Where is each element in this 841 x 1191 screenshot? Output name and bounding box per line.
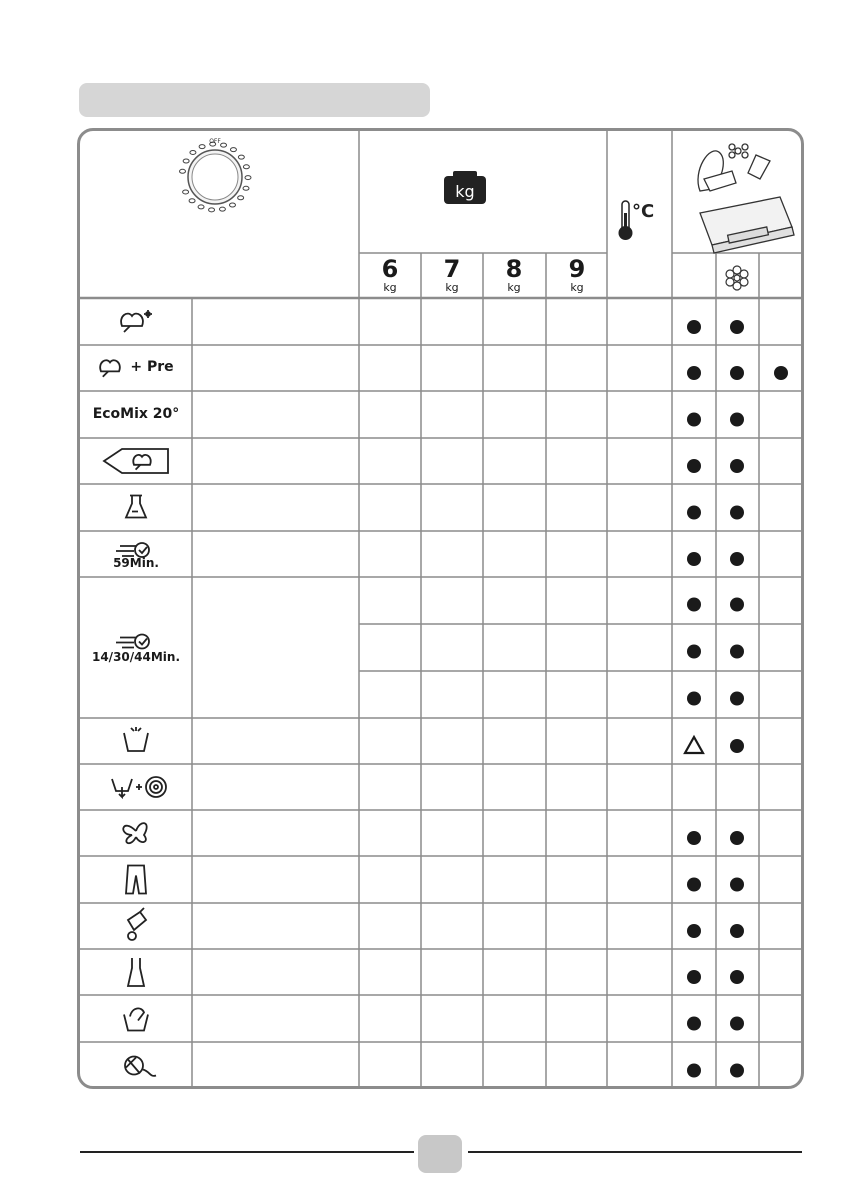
load-label-6kg — [360, 257, 420, 293]
jeans-icon — [126, 866, 146, 894]
mark-row10-col0-dot — [687, 878, 701, 892]
program-label: 59Min. — [113, 556, 159, 570]
mark-row5-col1-dot — [730, 552, 744, 566]
load-label-9kg — [547, 257, 607, 293]
load-unit: kg — [383, 281, 397, 294]
rapid-59-icon — [116, 543, 149, 557]
mark-row1-col1-dot — [730, 366, 744, 380]
hygiene-flask-icon — [126, 496, 146, 518]
mark-row6-sub2-col0-dot — [687, 692, 701, 706]
mark-row6-sub2-col1-dot — [730, 692, 744, 706]
svg-text:°C: °C — [632, 201, 655, 222]
wool-icon — [125, 1057, 156, 1076]
program-label: 14/30/44Min. — [91, 649, 181, 664]
detergent-drawer-icon — [698, 144, 794, 253]
load-value: 8 — [505, 255, 523, 283]
footer-rule-right — [468, 1151, 802, 1153]
mark-row12-col1-dot — [730, 970, 744, 984]
mark-row9-col0-dot — [687, 831, 701, 845]
mark-row6-sub0-col1-dot — [730, 598, 744, 612]
load-unit: kg — [445, 281, 459, 294]
mark-row2-col0-dot — [687, 413, 701, 427]
program-dial-icon — [180, 138, 251, 212]
mark-row11-col1-dot — [730, 924, 744, 938]
rinse-icon — [124, 727, 148, 751]
mark-row10-col1-dot — [730, 878, 744, 892]
load-value: 9 — [568, 255, 586, 283]
drain-spin-icon — [112, 777, 166, 797]
softener-flower-icon — [726, 266, 748, 290]
mark-row13-col1-dot — [730, 1017, 744, 1031]
hand-wash-icon — [124, 1008, 148, 1030]
cotton-stain-icon — [121, 310, 152, 332]
mark-row2-col1-dot — [730, 413, 744, 427]
page-number-tab — [418, 1135, 462, 1173]
cotton-tag-icon — [104, 449, 168, 473]
mark-row3-col1-dot — [730, 459, 744, 473]
mark-row4-col1-dot — [730, 506, 744, 520]
footer-rule-left — [80, 1151, 414, 1153]
load-value: 6 — [381, 255, 399, 283]
program-label: + Pre — [130, 359, 174, 375]
mark-row14-col0-dot — [687, 1064, 701, 1078]
mark-row4-col0-dot — [687, 506, 701, 520]
dress-icon — [128, 958, 144, 986]
mark-row6-sub1-col1-dot — [730, 645, 744, 659]
rapid-14-30-44-icon — [116, 635, 149, 649]
mark-row0-col1-dot — [730, 320, 744, 334]
program-label: EcoMix 20° — [92, 405, 180, 422]
mark-row9-col1-dot — [730, 831, 744, 845]
mark-row12-col0-dot — [687, 970, 701, 984]
section-title-bar — [79, 83, 430, 117]
svg-text:OFF: OFF — [209, 138, 221, 145]
svg-text:kg: kg — [455, 182, 475, 201]
thermometer-icon — [619, 201, 655, 240]
mark-row6-sub1-col0-dot — [687, 645, 701, 659]
load-unit: kg — [507, 281, 521, 294]
load-label-8kg — [484, 257, 544, 293]
delicates-butterfly-icon — [123, 823, 146, 843]
mark-row1-col2-dot — [774, 366, 788, 380]
mark-row3-col0-dot — [687, 459, 701, 473]
weight-icon — [444, 171, 486, 204]
mark-row6-sub0-col0-dot — [687, 598, 701, 612]
load-value: 7 — [443, 255, 461, 283]
mark-row13-col0-dot — [687, 1017, 701, 1031]
mark-row0-col0-dot — [687, 320, 701, 334]
mark-row7-col1-dot — [730, 739, 744, 753]
baby-bottle-icon — [128, 908, 146, 940]
load-label-7kg — [422, 257, 482, 293]
mark-row7-col0-triangle — [685, 737, 703, 753]
mark-row14-col1-dot — [730, 1064, 744, 1078]
program-table — [77, 128, 804, 1089]
mark-row5-col0-dot — [687, 552, 701, 566]
mark-row1-col0-dot — [687, 366, 701, 380]
mark-row11-col0-dot — [687, 924, 701, 938]
load-unit: kg — [570, 281, 584, 294]
